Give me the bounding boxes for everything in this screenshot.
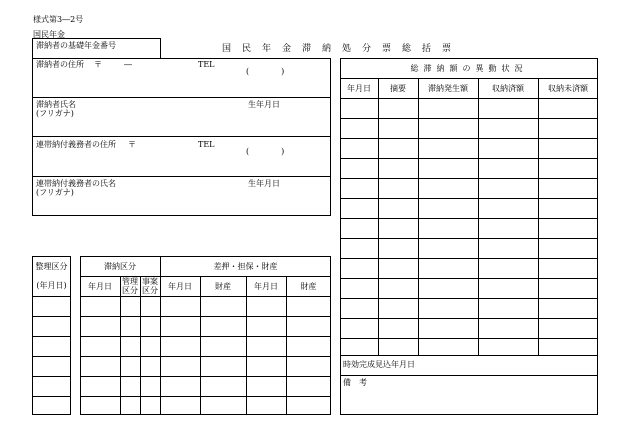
joint-postal-mark: 〒	[128, 140, 136, 149]
col-header-collected: 収納済額	[492, 84, 524, 93]
seiri-row-line	[32, 296, 71, 297]
joint-address-label: 連帯納付義務者の住所	[36, 140, 116, 149]
limitation-date-label: 時効完成見込年月日	[343, 360, 415, 369]
changes-title: 総滞納額の異動状況	[410, 64, 528, 73]
pension-category: 国民年金	[33, 30, 65, 39]
debtor-postal-dash: ―	[124, 60, 132, 69]
form-number: 様式第3―2号	[33, 15, 84, 24]
debtor-tel-field: ( )	[246, 67, 285, 76]
seiri-kubun-label: 整理区分	[35, 262, 68, 271]
debtor-postal-mark: 〒	[94, 60, 102, 69]
form-title: 国民年金滞納処分票総括票	[222, 44, 463, 54]
tainou-kubun-label: 滞納区分	[104, 262, 136, 271]
kanri-kubun-header	[120, 277, 140, 295]
joint-birth-label: 生年月日	[248, 179, 280, 188]
seizure-row-line	[80, 356, 331, 357]
seizure-row-line	[80, 396, 331, 397]
debtor-block	[32, 58, 331, 216]
col-header-summary: 摘要	[390, 84, 406, 93]
seizure-label: 差押・担保・財産	[213, 262, 278, 271]
debtor-tel-label: TEL	[198, 60, 215, 69]
jian-kubun-header	[140, 277, 160, 295]
joint-name-label: 連帯納付義務者の氏名	[36, 179, 116, 188]
seiri-row-line	[32, 356, 71, 357]
col-header-arrears-amount: 滞納発生額	[428, 84, 468, 93]
seiri-row-line	[32, 376, 71, 377]
debtor-furigana: (フリガナ)	[36, 109, 74, 118]
joint-tel-label: TEL	[198, 140, 215, 149]
col-header-date: 年月日	[347, 84, 371, 93]
seiri-date-label: (年月日)	[36, 281, 67, 290]
seiri-row-line	[32, 336, 71, 337]
seizure-date-header-1: 年月日	[168, 282, 192, 291]
joint-furigana: (フリガナ)	[36, 188, 74, 197]
tainou-date-header: 年月日	[88, 282, 112, 291]
seizure-date-header-2: 年月日	[254, 282, 278, 291]
seiri-row-line	[32, 316, 71, 317]
seizure-row-line	[80, 336, 331, 337]
debtor-address-label: 滞納者の住所	[36, 60, 84, 69]
basic-pension-number-label: 滞納者の基礎年金番号	[36, 41, 116, 50]
seizure-row-line	[80, 316, 331, 317]
debtor-name-label: 滞納者氏名	[36, 100, 76, 109]
seiri-row-line	[32, 396, 71, 397]
jian-kubun-text: 事案区分	[142, 277, 158, 295]
joint-tel-field: ( )	[246, 147, 285, 156]
kanri-kubun-text: 管理区分	[122, 277, 138, 295]
zaisan-header-2: 財産	[300, 282, 317, 291]
zaisan-header-1: 財産	[215, 282, 231, 291]
col-header-uncollected: 収納未済額	[548, 84, 588, 93]
seizure-row-line	[80, 376, 331, 377]
seizure-row-line	[80, 296, 331, 297]
remarks-label: 備 考	[343, 378, 367, 387]
debtor-birth-label: 生年月日	[248, 100, 280, 109]
